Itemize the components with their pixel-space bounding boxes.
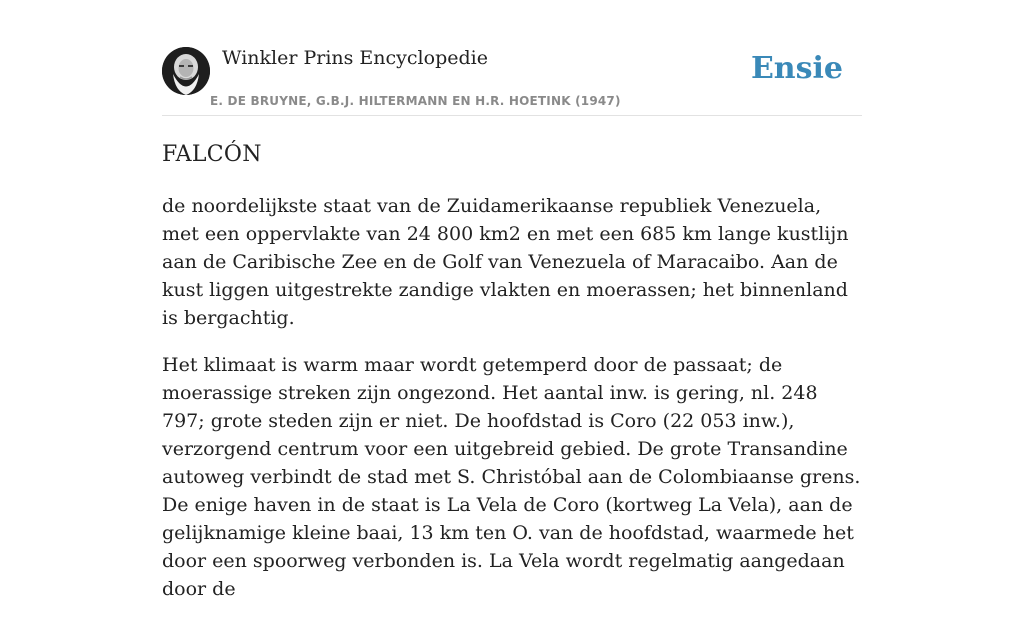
- header-divider: [162, 115, 862, 116]
- source-authors: E. DE BRUYNE, G.B.J. HILTERMANN EN H.R. HOETINK (1947): [210, 94, 621, 108]
- entry-body: [162, 192, 864, 622]
- source-title[interactable]: Winkler Prins Encyclopedie: [222, 47, 488, 69]
- ensie-logo-link[interactable]: Ensie: [750, 51, 843, 86]
- entry-paragraph: de noordelijkste staat van de Zuidamerikaanse republiek Venezuela, met een oppervlakte van 24 800 km2 en met een 685 km lange kustlijn aan de Caribische Zee en de Golf van Venezuela of Maracaibo. Aan de kust liggen uitgestrekte zandige vlakten en moerassen; het binnenland is bergachtig.: [162, 195, 849, 329]
- author-avatar[interactable]: [162, 47, 210, 95]
- entry-headword: FALCÓN: [162, 142, 262, 167]
- entry-paragraph: Het klimaat is warm maar wordt getemperd door de passaat; de moerassige streken zijn ongezond. Het aantal inw. is gering, nl. 248 797; grote steden zijn er niet. De hoofdstad is Coro (22 053 inw.), verzorgend centrum voor een uitgebreid gebied. De grote Transandine autoweg verbindt de stad met S. Christóbal aan de Colombiaanse grens. De enige haven in de staat is La Vela de Coro (kortweg La Vela), aan de gelijknamige kleine baai, 13 km ten O. van de hoofdstad, waarmede het door een spoorweg verbonden is. La Vela wordt regelmatig aangedaan door de: [162, 354, 861, 600]
- bearded-man-portrait-icon: [162, 47, 210, 95]
